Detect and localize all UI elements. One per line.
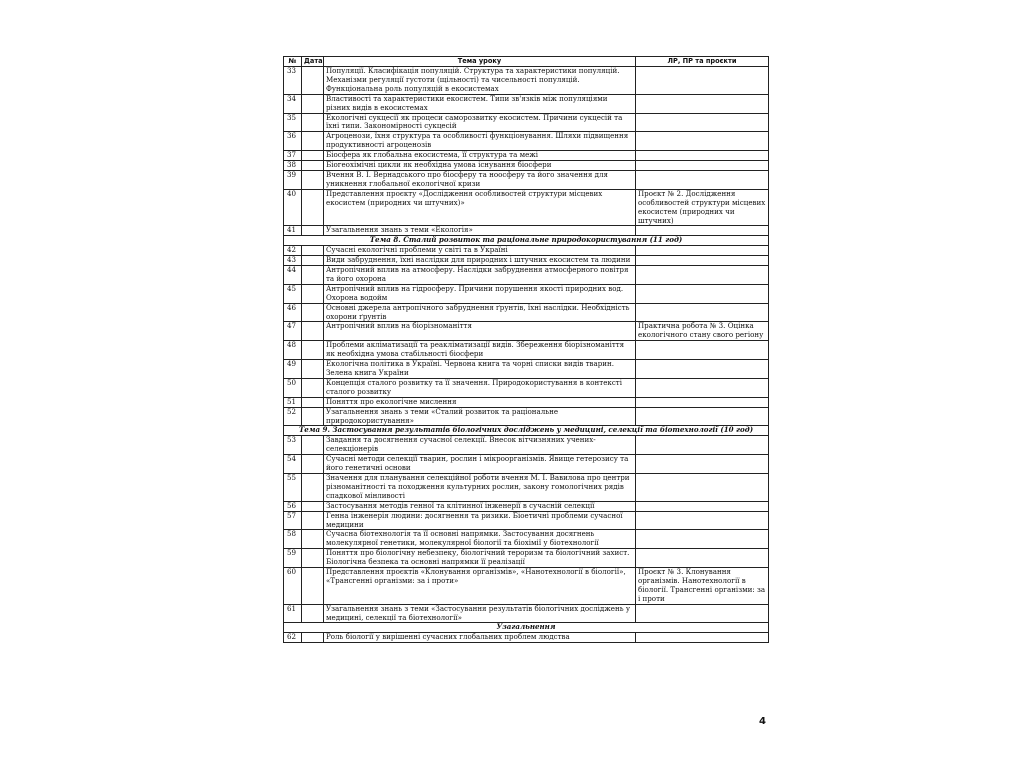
date-cell [302,511,324,530]
section-heading-row [284,426,769,436]
lesson-topic: Представлення проєктів «Клонування організмів», «Нанотехнології в біології», «Трансгенні організми: за і проти» [324,568,636,605]
lesson-number: 52 [284,407,302,426]
date-cell [302,341,324,360]
lesson-topic: Генна інженерія людини: досягнення та ризики. Біоетичні проблеми сучасної медицини [324,511,636,530]
lesson-topic: Біогеохімічні цикли як необхідна умова існування біосфери [324,161,636,171]
date-cell [302,322,324,341]
lesson-number: 47 [284,322,302,341]
lesson-topic: Узагальнення знань з теми «Сталий розвиток та раціональне природокористування» [324,407,636,426]
date-cell [302,473,324,501]
table-row [284,604,769,623]
date-cell [302,113,324,132]
table-row [284,407,769,426]
lesson-topic: Сучасні методи селекції тварин, рослин і мікроорганізмів. Явище гетерозису та його генетичні основи [324,455,636,474]
lab-project-cell [636,436,769,455]
table-row [284,94,769,113]
lesson-topic: Антропічний вплив на гідросферу. Причини порушення якості природних вод. Охорона водойм [324,284,636,303]
date-cell [302,246,324,256]
lesson-number: 53 [284,436,302,455]
lab-project-cell [636,360,769,379]
table-row [284,633,769,643]
date-cell [302,436,324,455]
lab-project-cell [636,266,769,285]
lab-project-cell [636,473,769,501]
lesson-topic: Роль біології у вирішенні сучасних глобальних проблем людства [324,633,636,643]
table-row [284,436,769,455]
table-header-row [284,57,769,67]
table-body [284,67,769,643]
date-cell [302,407,324,426]
lab-project-cell [636,455,769,474]
header-date: Дата [302,57,324,67]
lesson-number: 37 [284,151,302,161]
table-row [284,67,769,95]
lab-project-cell [636,501,769,511]
lesson-topic: Поняття про біологічну небезпеку, біологічний тероризм та біологічний захист. Біологічна безпека та основні напрямки її реалізації [324,549,636,568]
lab-project-cell [636,549,769,568]
lesson-number: 58 [284,530,302,549]
lab-project-cell [636,397,769,407]
table-row [284,189,769,226]
date-cell [302,266,324,285]
date-cell [302,568,324,605]
header-lesson-topic: Тема уроку [324,57,636,67]
lesson-number: 48 [284,341,302,360]
lab-project-cell [636,170,769,189]
date-cell [302,397,324,407]
lab-project-cell: Проєкт № 3. Клонування організмів. Нанотехнології в біології. Трансгенні організми: за і проти [636,568,769,605]
lesson-topic: Біосфера як глобальна екосистема, її структура та межі [324,151,636,161]
lesson-number: 62 [284,633,302,643]
table-row [284,455,769,474]
lesson-number: 51 [284,397,302,407]
table-row [284,511,769,530]
section-heading: Тема 8. Сталий розвиток та раціональне природокористування (11 год) [284,236,769,246]
table-row [284,501,769,511]
lesson-number: 43 [284,256,302,266]
table-row [284,341,769,360]
date-cell [302,530,324,549]
lesson-number: 46 [284,303,302,322]
lesson-topic: Сучасні екологічні проблеми у світі та в Україні [324,246,636,256]
lesson-number: 55 [284,473,302,501]
lesson-number: 35 [284,113,302,132]
table-row [284,284,769,303]
lab-project-cell: Практична робота № 3. Оцінка екологічного стану свого регіону [636,322,769,341]
lab-project-cell [636,256,769,266]
section-heading: Узагальнення [284,623,769,633]
lesson-number: 40 [284,189,302,226]
section-heading: Тема 9. Застосування результатів біологічних досліджень у медицині, селекції та біотехнології (10 год) [284,426,769,436]
date-cell [302,67,324,95]
section-heading-row [284,236,769,246]
page-number: 4 [759,716,766,727]
date-cell [302,256,324,266]
header-labs-projects: ЛР, ПР та проєкти [636,57,769,67]
lesson-topic: Вчення В. І. Вернадського про біосферу та ноосферу та його значення для уникнення глобальної екологічної кризи [324,170,636,189]
lab-project-cell [636,604,769,623]
lesson-topic: Екологічна політика в Україні. Червона книга та чорні списки видів тварин. Зелена книга України [324,360,636,379]
date-cell [302,360,324,379]
lesson-topic: Властивості та характеристики екосистем. Типи зв'язків між популяціями різних видів в екосистемах [324,94,636,113]
lesson-topic: Агроценози, їхня структура та особливості функціонування. Шляхи підвищення продуктивності агроценозів [324,132,636,151]
lesson-topic: Завдання та досягнення сучасної селекції. Внесок вітчизняних учених-селекціонерів [324,436,636,455]
date-cell [302,151,324,161]
table-row [284,151,769,161]
date-cell [302,170,324,189]
lab-project-cell [636,246,769,256]
lesson-number: 36 [284,132,302,151]
lesson-topic: Застосування методів генної та клітинної інженерії в сучасній селекції [324,501,636,511]
date-cell [302,189,324,226]
table-row [284,170,769,189]
lab-project-cell [636,161,769,171]
lesson-number: 38 [284,161,302,171]
lesson-number: 42 [284,246,302,256]
table-row [284,303,769,322]
table-row [284,322,769,341]
lesson-topic: Популяції. Класифікація популяцій. Структура та характеристики популяцій. Механізми регуляції густоти (щільності) та чисельності популяцій. Функціональна роль популяцій в екосистемах [324,67,636,95]
curriculum-table-container [283,56,768,643]
date-cell [302,378,324,397]
lesson-number: 60 [284,568,302,605]
lesson-number: 39 [284,170,302,189]
lab-project-cell [636,226,769,236]
lesson-number: 44 [284,266,302,285]
lesson-number: 54 [284,455,302,474]
table-row [284,266,769,285]
table-row [284,360,769,379]
lab-project-cell [636,67,769,95]
lab-project-cell [636,303,769,322]
lesson-number: 57 [284,511,302,530]
table-row [284,530,769,549]
lab-project-cell [636,511,769,530]
curriculum-table [283,56,769,643]
table-row [284,549,769,568]
date-cell [302,604,324,623]
table-row [284,568,769,605]
table-row [284,226,769,236]
section-heading-row [284,623,769,633]
date-cell [302,455,324,474]
lesson-number: 56 [284,501,302,511]
date-cell [302,501,324,511]
lab-project-cell [636,132,769,151]
lesson-topic: Проблеми акліматизації та реакліматизації видів. Збереження біорізноманіття як необхідна умова стабільності біосфери [324,341,636,360]
lesson-number: 45 [284,284,302,303]
lesson-topic: Узагальнення знань з теми «Екологія» [324,226,636,236]
lab-project-cell [636,633,769,643]
lesson-topic: Концепція сталого розвитку та її значення. Природокористування в контексті сталого розвитку [324,378,636,397]
lesson-number: 50 [284,378,302,397]
table-row [284,132,769,151]
lesson-number: 49 [284,360,302,379]
table-row [284,473,769,501]
lab-project-cell: Проєкт № 2. Дослідження особливостей структури місцевих екосистем (природних чи штучних) [636,189,769,226]
lesson-number: 61 [284,604,302,623]
date-cell [302,226,324,236]
lesson-number: 41 [284,226,302,236]
lesson-topic: Види забруднення, їхні наслідки для природних і штучних екосистем та людини [324,256,636,266]
table-row [284,397,769,407]
lab-project-cell [636,407,769,426]
date-cell [302,94,324,113]
lesson-topic: Представлення проєкту «Дослідження особливостей структури місцевих екосистем (природних чи штучних)» [324,189,636,226]
table-row [284,113,769,132]
lesson-number: 34 [284,94,302,113]
lesson-topic: Значення для планування селекційної роботи вчення М. І. Вавилова про центри різноманітності та походження культурних рослин, закону гомологічних рядів спадкової мінливості [324,473,636,501]
date-cell [302,549,324,568]
lab-project-cell [636,94,769,113]
date-cell [302,284,324,303]
lesson-topic: Антропічний вплив на біорізноманіття [324,322,636,341]
date-cell [302,161,324,171]
date-cell [302,303,324,322]
date-cell [302,633,324,643]
table-row [284,246,769,256]
lab-project-cell [636,151,769,161]
lesson-number: 33 [284,67,302,95]
table-row [284,256,769,266]
lab-project-cell [636,530,769,549]
lab-project-cell [636,113,769,132]
lesson-topic: Узагальнення знань з теми «Застосування результатів біологічних досліджень у медицині, селекції та біотехнології» [324,604,636,623]
lab-project-cell [636,341,769,360]
table-row [284,161,769,171]
table-row [284,378,769,397]
lab-project-cell [636,284,769,303]
lesson-number: 59 [284,549,302,568]
date-cell [302,132,324,151]
lesson-topic: Поняття про екологічне мислення [324,397,636,407]
lesson-topic: Сучасна біотехнологія та її основні напрямки. Застосування досягнень молекулярної генетики, молекулярної біології та біохімії у біотехнології [324,530,636,549]
header-number: № [284,57,302,67]
lesson-topic: Екологічні сукцесії як процеси саморозвитку екосистем. Причини сукцесій та їхні типи. Закономірності сукцесій [324,113,636,132]
lesson-topic: Основні джерела антропічного забруднення ґрунтів, їхні наслідки. Необхідність охорони ґрунтів [324,303,636,322]
lab-project-cell [636,378,769,397]
lesson-topic: Антропічний вплив на атмосферу. Наслідки забруднення атмосферного повітря та його охорона [324,266,636,285]
